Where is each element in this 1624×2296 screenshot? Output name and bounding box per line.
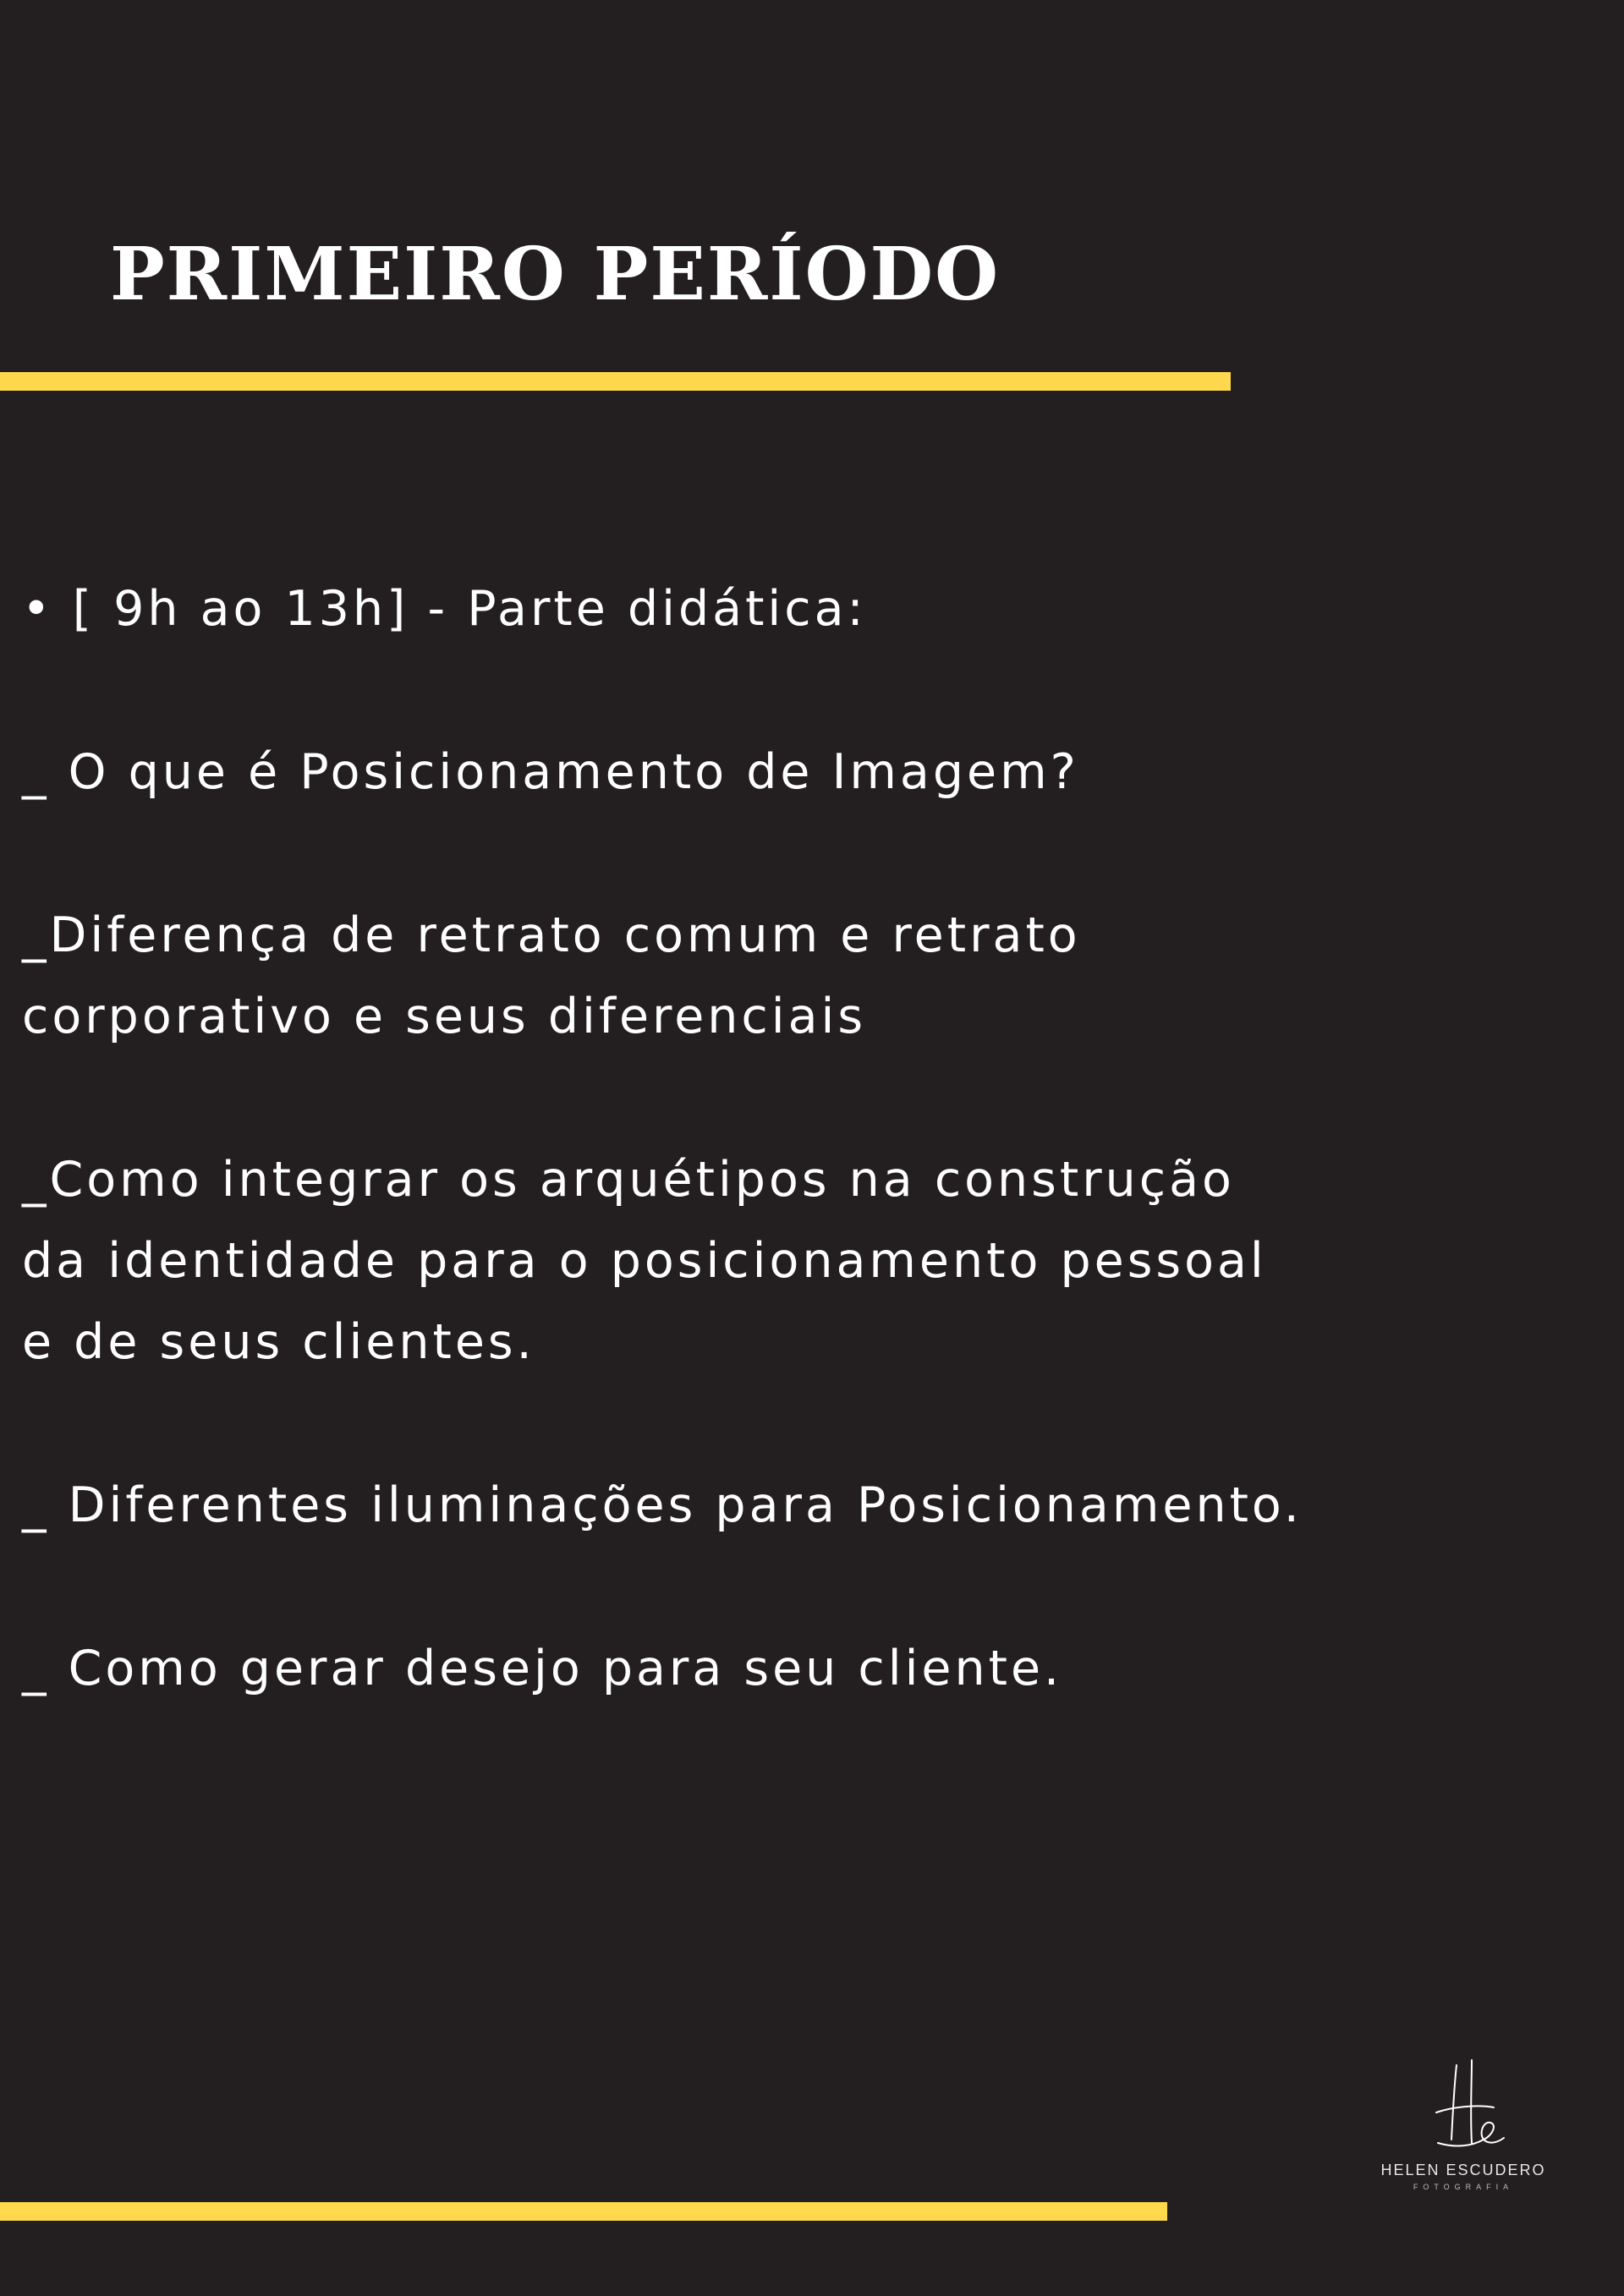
accent-rule-bottom <box>0 2202 1167 2221</box>
topic-portrait-difference <box>22 895 1612 1057</box>
topic-line: _ Diferentes iluminações para Posicionamento. <box>22 1477 1303 1533</box>
schedule-heading-text: • [ 9h ao 13h] - Parte didática: <box>22 581 867 637</box>
topic-line: corporativo e seus diferenciais <box>22 989 867 1044</box>
topic-line: da identidade para o posicionamento pessoal <box>22 1233 1267 1289</box>
brand-logo <box>1370 2055 1556 2191</box>
accent-rule-top <box>0 372 1231 391</box>
topic-line: _ Como gerar desejo para seu cliente. <box>22 1641 1063 1696</box>
brand-subtitle: FOTOGRAFIA <box>1413 2183 1514 2191</box>
topic-line: _Como integrar os arquétipos na construção <box>22 1152 1235 1208</box>
topic-positioning <box>22 732 1612 813</box>
topic-lighting <box>22 1465 1612 1546</box>
topic-line: _Diferença de retrato comum e retrato <box>22 907 1081 963</box>
topic-archetypes <box>22 1139 1612 1383</box>
topic-line: e de seus clientes. <box>22 1314 535 1370</box>
brand-name: HELEN ESCUDERO <box>1380 2162 1546 2178</box>
topic-desire <box>22 1628 1612 1709</box>
topic-line: _ O que é Posicionamento de Imagem? <box>22 744 1079 800</box>
monogram-he-icon <box>1413 2055 1514 2156</box>
schedule-content <box>22 568 1612 1791</box>
schedule-heading <box>22 568 1612 649</box>
page-title: PRIMEIRO PERÍODO <box>110 232 1000 317</box>
